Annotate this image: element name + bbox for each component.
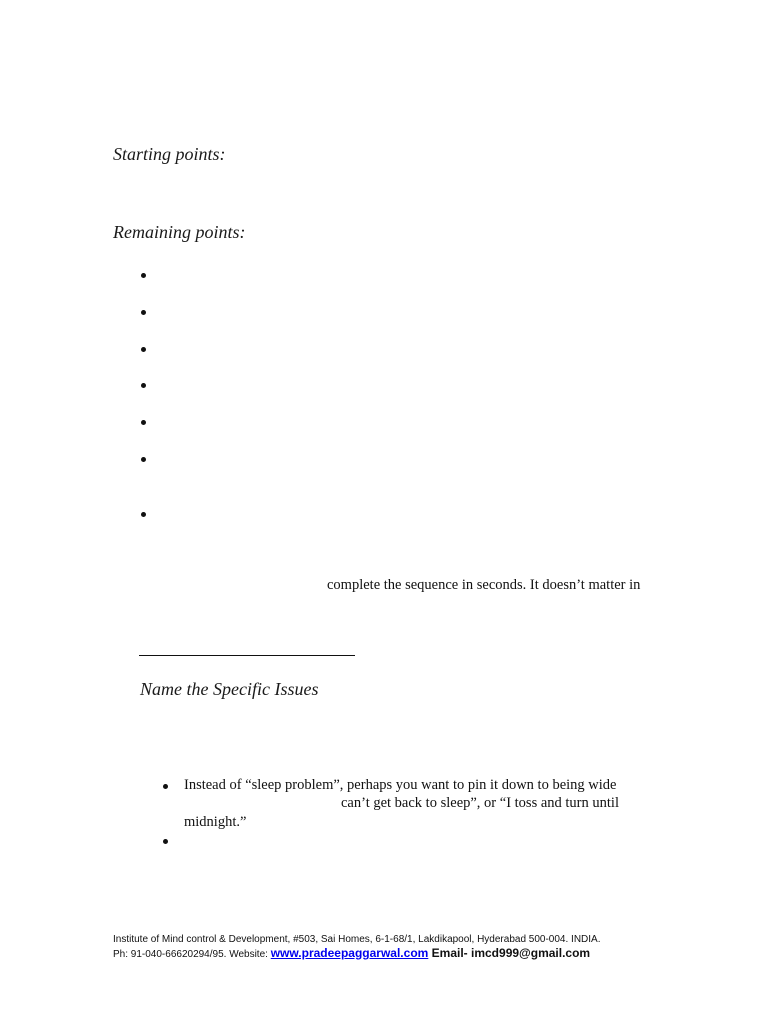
footer-address: Institute of Mind control & Development, #503, Sai Homes, 6-1-68/1, Lakdikapool, Hyderabad 500-004. INDIA. [113,934,601,945]
bullet-1 [141,273,146,278]
issue-item-1-line-3: midnight.” [184,814,247,830]
footer-email: Email- imcd999@gmail.com [428,946,591,960]
issue-bullet-2 [163,839,168,844]
sequence-fragment-text: complete the sequence in seconds. It doesn’t matter in [327,577,641,593]
heading-name-specific-issues: Name the Specific Issues [140,679,319,699]
bullet-3 [141,347,146,352]
website-link[interactable]: www.pradeepaggarwal.com [270,946,429,960]
issue-item-1-line-1: Instead of “sleep problem”, perhaps you want to pin it down to being wide [184,777,617,793]
bullet-7 [141,512,146,517]
footer-contact-line [113,946,590,960]
bullet-5 [141,420,146,425]
issue-bullet-1 [163,784,168,789]
footer-phone: Ph: 91-040-66620294/95. Website: [113,949,271,960]
issue-item-1-line-2: can’t get back to sleep”, or “I toss and turn until [341,795,619,811]
heading-remaining-points: Remaining points: [113,222,246,242]
bullet-4 [141,383,146,388]
bullet-2 [141,310,146,315]
section-divider-rule [139,655,355,656]
heading-starting-points: Starting points: [113,144,226,164]
bullet-6 [141,457,146,462]
